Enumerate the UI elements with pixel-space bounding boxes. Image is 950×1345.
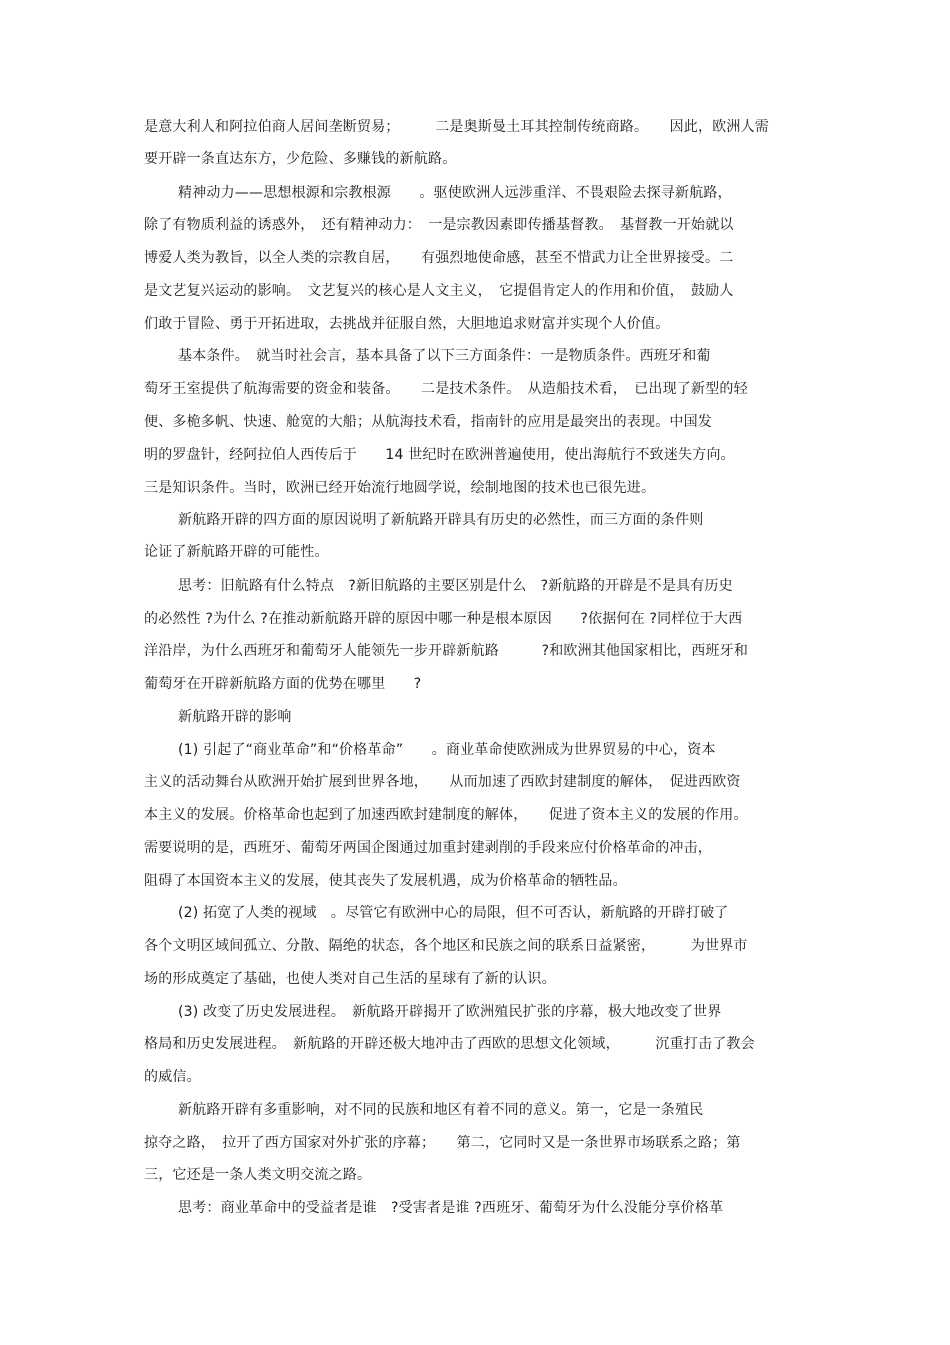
text-line: (3) 改变了历史发展进程。 新航路开辟揭开了欧洲殖民扩张的序幕，极大地改变了世界	[178, 1004, 722, 1020]
text-line: 场的形成奠定了基础，也使人类对自己生活的星球有了新的认识。	[144, 971, 556, 987]
section-heading: 新航路开辟的影响	[178, 709, 292, 725]
text-line: (1) 引起了“商业革命”和“价格革命” 。商业革命使欧洲成为世界贸易的中心，资本	[178, 742, 716, 758]
text-line: 葡萄牙在开辟新航路方面的优势在哪里 ?	[144, 676, 422, 692]
text-line: 思考：旧航路有什么特点 ?新旧航路的主要区别是什么 ?新航路的开辟是不是具有历史	[178, 578, 733, 594]
text-line: 三，它还是一条人类文明交流之路。	[144, 1167, 372, 1183]
text-line: 除了有物质利益的诱惑外， 还有精神动力： 一是宗教因素即传播基督教。 基督教一开始就以	[144, 217, 734, 233]
text-line: 洋沿岸，为什么西班牙和葡萄牙人能领先一步开辟新航路 ?和欧洲其他国家相比，西班牙和	[144, 643, 749, 659]
text-line: 们敢于冒险、勇于开拓进取，去挑战并征服自然，大胆地追求财富并实现个人价值。	[144, 316, 670, 332]
text-line: 的必然性 ?为什么 ?在推动新航路开辟的原因中哪一种是根本原因 ?依据何在 ?同样位于大西	[144, 611, 743, 627]
text-line: 阻碍了本国资本主义的发展，使其丧失了发展机遇，成为价格革命的牺牲品。	[144, 873, 627, 889]
text-line: 是文艺复兴运动的影响。 文艺复兴的核心是人文主义， 它提倡肯定人的作用和价值， 鼓励人	[144, 283, 734, 299]
text-line: 明的罗盘针，经阿拉伯人西传后于 14 世纪时在欧洲普遍使用，使出海航行不致迷失方向。	[144, 447, 735, 463]
text-line: 博爱人类为教旨，以全人类的宗教自居， 有强烈地使命感，甚至不惜武力让全世界接受。二	[144, 250, 734, 266]
text-line: 掠夺之路， 拉开了西方国家对外扩张的序幕； 第二，它同时又是一条世界市场联系之路；第	[144, 1135, 741, 1151]
text-line: 基本条件。 就当时社会言，基本具备了以下三方面条件：一是物质条件。西班牙和葡	[178, 348, 711, 364]
text-line: 本主义的发展。价格革命也起到了加速西欧封建制度的解体， 促进了资本主义的发展的作用。	[144, 807, 748, 823]
text-line: 思考：商业革命中的受益者是谁 ?受害者是谁 ?西班牙、葡萄牙为什么没能分享价格革	[178, 1200, 724, 1216]
text-line: 便、多桅多帆、快速、舱宽的大船；从航海技术看，指南针的应用是最突出的表现。中国发	[144, 414, 712, 430]
text-line: 新航路开辟有多重影响，对不同的民族和地区有着不同的意义。第一，它是一条殖民	[178, 1102, 704, 1118]
text-line: 的威信。	[144, 1069, 201, 1085]
text-line: 需要说明的是，西班牙、葡萄牙两国企图通过加重封建剥削的手段来应付价格革命的冲击，	[144, 840, 712, 856]
text-line: 主义的活动舞台从欧洲开始扩展到世界各地， 从而加速了西欧封建制度的解体， 促进西欧资	[144, 774, 741, 790]
text-line: 格局和历史发展进程。 新航路的开辟还极大地冲击了西欧的思想文化领域， 沉重打击了教会	[144, 1036, 755, 1052]
text-line: 精神动力——思想根源和宗教根源 。驱使欧洲人远涉重洋、不畏艰险去探寻新航路，	[178, 185, 732, 201]
text-line: 三是知识条件。当时，欧洲已经开始流行地圆学说，绘制地图的技术也已很先进。	[144, 480, 656, 496]
text-line: 各个文明区域间孤立、分散、隔绝的状态，各个地区和民族之间的联系日益紧密， 为世界市	[144, 938, 748, 954]
text-line: 论证了新航路开辟的可能性。	[144, 544, 329, 560]
text-line: (2) 拓宽了人类的视域 。尽管它有欧洲中心的局限，但不可否认，新航路的开辟打破了	[178, 905, 729, 921]
text-line: 萄牙王室提供了航海需要的资金和装备。 二是技术条件。 从造船技术看， 已出现了新型的轻	[144, 381, 748, 397]
text-line: 新航路开辟的四方面的原因说明了新航路开辟具有历史的必然性，而三方面的条件则	[178, 512, 704, 528]
text-line: 是意大利人和阿拉伯商人居间垄断贸易； 二是奥斯曼土耳其控制传统商路。 因此，欧洲人需	[144, 119, 769, 135]
text-line: 要开辟一条直达东方，少危险、多赚钱的新航路。	[144, 151, 457, 167]
